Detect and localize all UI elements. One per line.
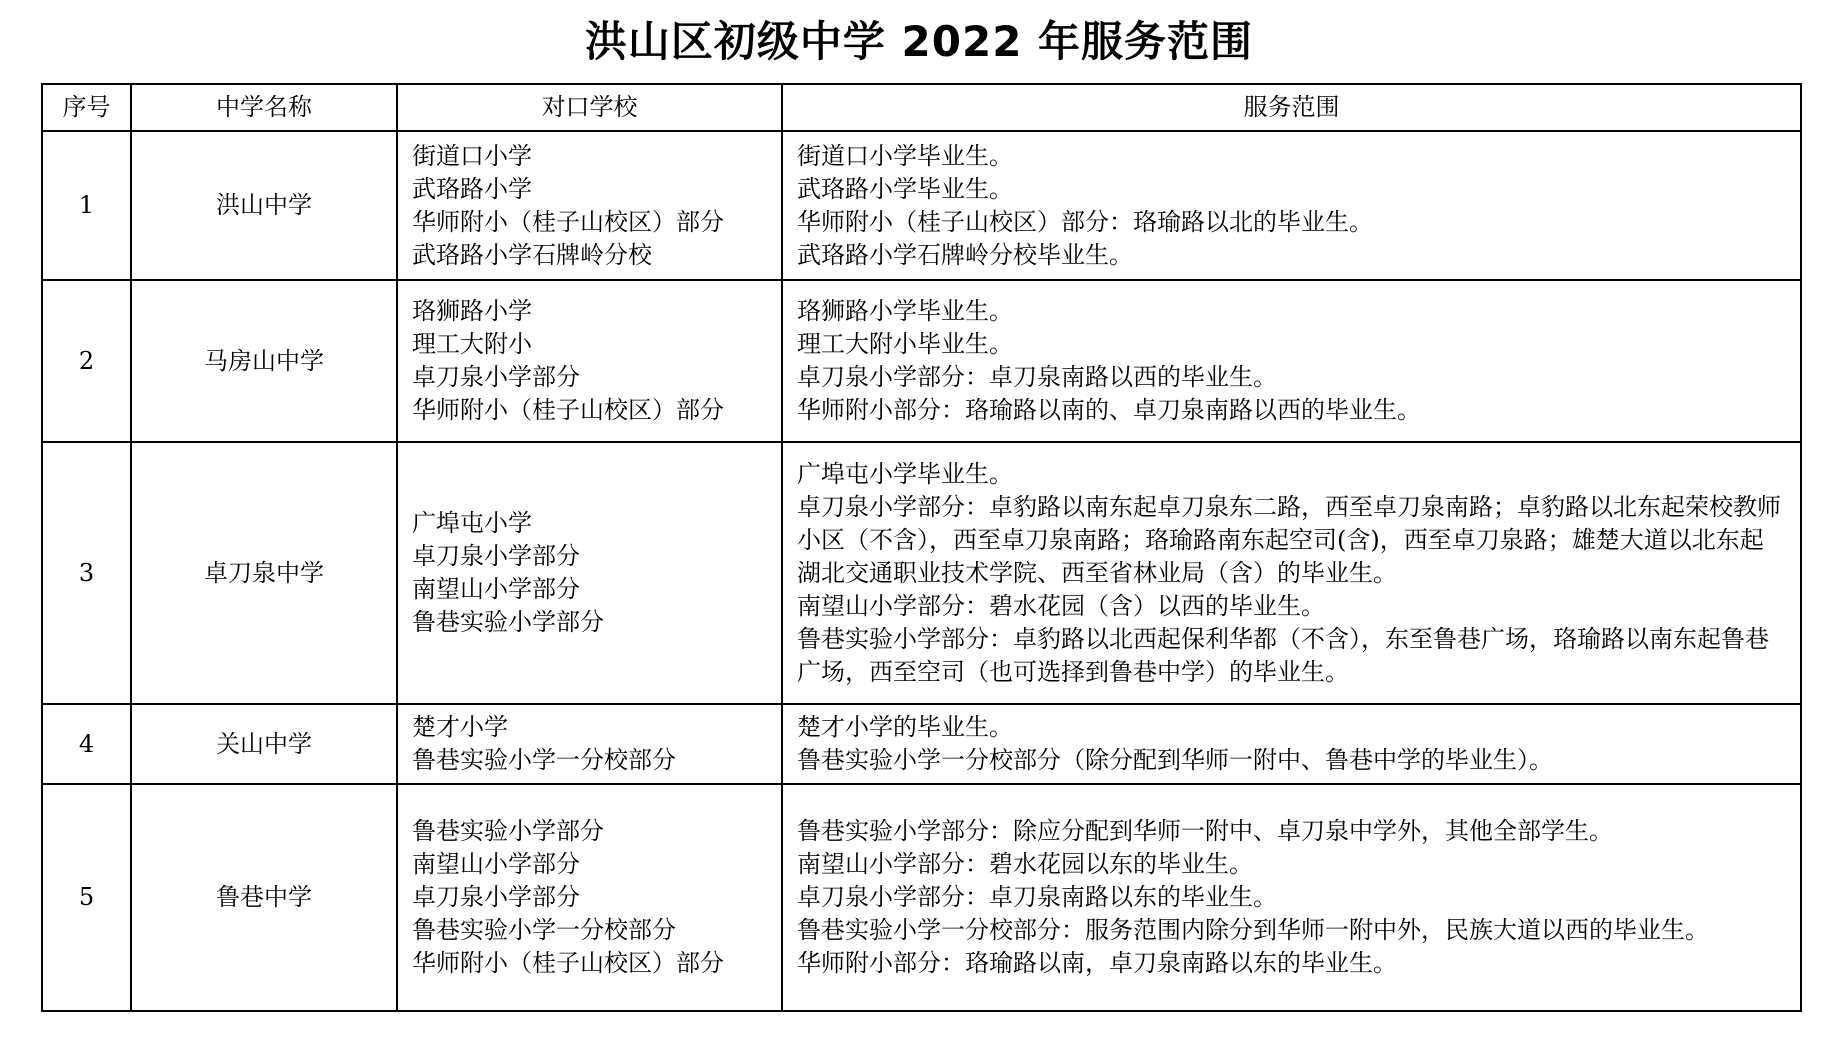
scope-entry: 武珞路小学石牌岭分校毕业生。 xyxy=(797,240,1133,269)
scope-entry: 华师附小（桂子山校区）部分：珞瑜路以北的毕业生。 xyxy=(797,207,1373,236)
paired-school: 鲁巷实验小学一分校部分 xyxy=(412,916,676,944)
scope-entry: 华师附小部分：珞瑜路以南的、卓刀泉南路以西的毕业生。 xyxy=(797,396,1421,424)
paired-schools-cell xyxy=(397,442,782,704)
row-number: 3 xyxy=(42,442,131,704)
service-scope-cell xyxy=(782,704,1801,784)
table-row xyxy=(42,442,1801,704)
scope-entry: 卓刀泉小学部分：卓刀泉南路以西的毕业生。 xyxy=(797,363,1277,391)
scope-entry: 华师附小部分：珞瑜路以南，卓刀泉南路以东的毕业生。 xyxy=(797,949,1397,977)
header-paired-schools: 对口学校 xyxy=(397,84,782,131)
scope-entry: 南望山小学部分：碧水花园以东的毕业生。 xyxy=(797,850,1253,878)
scope-entry: 鲁巷实验小学一分校部分：服务范围内除分到华师一附中外，民族大道以西的毕业生。 xyxy=(797,916,1709,944)
scope-entry: 鲁巷实验小学一分校部分（除分配到华师一附中、鲁巷中学的毕业生）。 xyxy=(797,746,1553,774)
paired-school: 南望山小学部分 xyxy=(412,575,580,603)
scope-entry: 珞狮路小学毕业生。 xyxy=(797,297,1013,325)
paired-school: 华师附小（桂子山校区）部分 xyxy=(412,949,724,977)
table-row xyxy=(42,784,1801,1011)
paired-school: 鲁巷实验小学部分 xyxy=(412,817,604,845)
scope-entry: 南望山小学部分：碧水花园（含）以西的毕业生。 xyxy=(797,591,1325,620)
paired-school: 鲁巷实验小学部分 xyxy=(412,608,604,636)
row-number: 2 xyxy=(42,280,131,442)
scope-entry: 楚才小学的毕业生。 xyxy=(797,713,1013,741)
paired-schools-cell xyxy=(397,704,782,784)
paired-school: 广埠屯小学 xyxy=(412,509,532,537)
paired-school: 武珞路小学石牌岭分校 xyxy=(412,240,652,269)
paired-school: 珞狮路小学 xyxy=(412,297,532,325)
paired-school: 华师附小（桂子山校区）部分 xyxy=(412,207,724,236)
service-scope-cell xyxy=(782,784,1801,1011)
scope-entry: 街道口小学毕业生。 xyxy=(797,141,1013,170)
row-number: 5 xyxy=(42,784,131,1011)
paired-school: 卓刀泉小学部分 xyxy=(412,363,580,391)
middle-school-name: 卓刀泉中学 xyxy=(131,442,397,704)
paired-school: 鲁巷实验小学一分校部分 xyxy=(412,746,676,774)
paired-schools-cell xyxy=(397,280,782,442)
scope-entry: 武珞路小学毕业生。 xyxy=(797,174,1013,203)
middle-school-name: 马房山中学 xyxy=(131,280,397,442)
paired-school: 街道口小学 xyxy=(412,141,532,170)
table-row xyxy=(42,131,1801,280)
table-header-row xyxy=(42,84,1801,131)
header-no: 序号 xyxy=(42,84,131,131)
scope-entry: 理工大附小毕业生。 xyxy=(797,330,1013,358)
table-row xyxy=(42,704,1801,784)
row-number: 4 xyxy=(42,704,131,784)
middle-school-name: 关山中学 xyxy=(131,704,397,784)
service-scope-cell xyxy=(782,442,1801,704)
paired-school: 理工大附小 xyxy=(412,330,532,358)
header-service-scope: 服务范围 xyxy=(782,84,1801,131)
table-row xyxy=(42,280,1801,442)
scope-entry: 鲁巷实验小学部分：卓豹路以北西起保利华都（不含），东至鲁巷广场，珞瑜路以南东起鲁巷广场，西至空司（也可选择到鲁巷中学）的毕业生。 xyxy=(797,624,1769,686)
paired-school: 华师附小（桂子山校区）部分 xyxy=(412,396,724,424)
row-number: 1 xyxy=(42,131,131,280)
page-title: 洪山区初级中学 2022 年服务范围 xyxy=(584,17,1254,66)
service-scope-table xyxy=(41,83,1802,1012)
scope-entry: 卓刀泉小学部分：卓刀泉南路以东的毕业生。 xyxy=(797,883,1277,911)
service-scope-cell xyxy=(782,280,1801,442)
paired-school: 武珞路小学 xyxy=(412,174,532,203)
middle-school-name: 洪山中学 xyxy=(131,131,397,280)
scope-entry: 鲁巷实验小学部分：除应分配到华师一附中、卓刀泉中学外，其他全部学生。 xyxy=(797,817,1613,845)
paired-school: 卓刀泉小学部分 xyxy=(412,542,580,570)
header-school-name: 中学名称 xyxy=(131,84,397,131)
scope-entry: 卓刀泉小学部分：卓豹路以南东起卓刀泉东二路，西至卓刀泉南路；卓豹路以北东起荣校教师小区（不含），西至卓刀泉南路；珞瑜路南东起空司(含)，西至卓刀泉路；雄楚大道以北东起湖北交通职业技术学院、西至省林业局（含）的毕业生。 xyxy=(797,492,1781,587)
paired-schools-cell xyxy=(397,131,782,280)
paired-school: 楚才小学 xyxy=(412,713,508,741)
paired-school: 卓刀泉小学部分 xyxy=(412,883,580,911)
paired-schools-cell xyxy=(397,784,782,1011)
middle-school-name: 鲁巷中学 xyxy=(131,784,397,1011)
scope-entry: 广埠屯小学毕业生。 xyxy=(797,459,1013,488)
paired-school: 南望山小学部分 xyxy=(412,850,580,878)
service-scope-cell xyxy=(782,131,1801,280)
